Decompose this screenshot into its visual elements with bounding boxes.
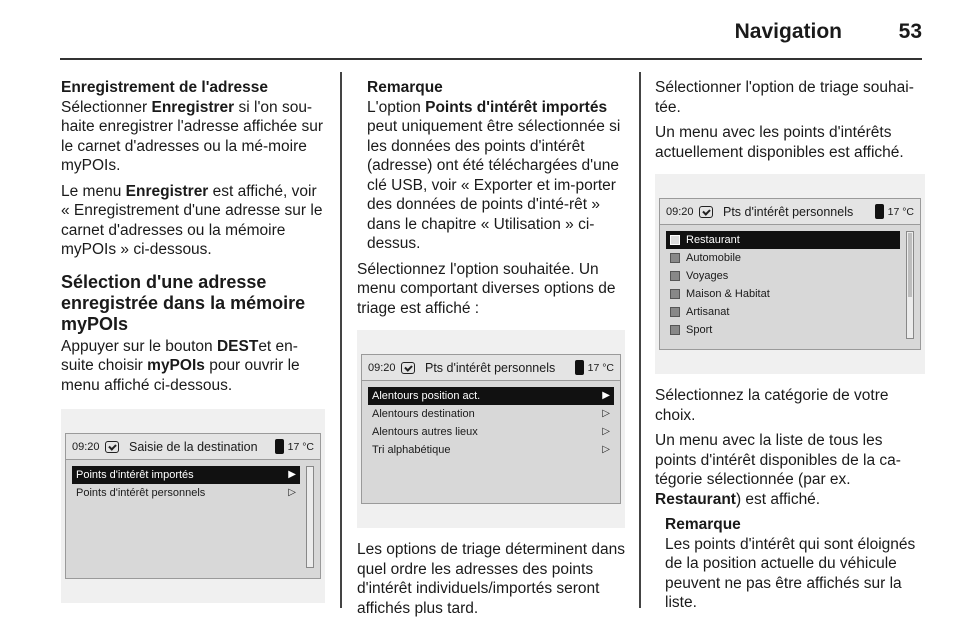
paragraph: Sélectionner l'option de triage souhai-tée. (655, 79, 914, 116)
column-divider (639, 72, 641, 608)
thermometer-icon (575, 360, 584, 375)
clock: 09:20 (72, 440, 100, 453)
screen-status-bar (66, 434, 320, 460)
menu-item[interactable]: Restaurant (666, 231, 900, 249)
column-2 (357, 78, 625, 624)
navigation-icon (401, 362, 415, 374)
screen-image (61, 409, 325, 603)
clock: 09:20 (666, 205, 694, 218)
menu-item[interactable]: Tri alphabétique ▷ (372, 444, 610, 456)
note-body: L'option Points d'intérêt importés peut uniquement être sélectionnée si les données des points d'intérêt (adresse) ont été téléchargées d'une clé USB, voir « Exporter et im-porter des données de points d'inté-rêt » dans le chapitre « Utilisation » ci-dessus. (367, 98, 621, 252)
category-icon (670, 253, 680, 263)
temperature: 17 °C (587, 361, 614, 374)
menu-item[interactable]: Sport (666, 321, 900, 339)
note (357, 78, 625, 254)
paragraph: Sélectionnez l'option souhaitée. Un menu comportant diverses options de triage est affiché : (357, 260, 616, 317)
category-icon (670, 307, 680, 317)
category-icon (670, 235, 680, 245)
navigation-icon (699, 206, 713, 218)
note-heading: Remarque (367, 79, 443, 96)
menu-item[interactable]: Alentours autres lieux ▷ (372, 426, 610, 438)
chevron-right-icon: ▷ (602, 444, 610, 455)
chevron-right-icon: ▶ (602, 390, 610, 401)
scrollbar[interactable] (906, 231, 914, 339)
page-number: 53 (898, 20, 922, 43)
screen-title: Saisie de la destination (129, 439, 258, 454)
note (655, 515, 925, 613)
screen-status-bar (660, 199, 920, 225)
chevron-right-icon: ▶ (288, 469, 296, 480)
category-icon (670, 289, 680, 299)
note-heading: Remarque (665, 516, 741, 533)
screen-image (357, 330, 625, 528)
scrollbar[interactable] (306, 466, 314, 568)
scrollbar-thumb[interactable] (908, 233, 912, 297)
paragraph: Un menu avec la liste de tous les points d'intérêt disponibles de la ca-tégorie sélectionnée (par ex. Restaurant) est affiché. (655, 432, 901, 508)
chevron-right-icon: ▷ (602, 408, 610, 419)
note-body: Les points d'intérêt qui sont éloignés de la position actuelle du véhicule peuvent ne pas être affichés sur la liste. (665, 535, 916, 611)
navigation-icon (105, 441, 119, 453)
subheading: Enregistrement de l'adresse (61, 79, 268, 96)
paragraph: Les options de triage déterminent dans quel ordre les adresses des points d'intérêt individuels/importés seront affichés plus tard. (357, 541, 625, 617)
menu-item[interactable]: Maison & Habitat (666, 285, 900, 303)
temperature: 17 °C (287, 440, 314, 453)
header-title: Navigation (734, 20, 842, 43)
thermometer-icon (875, 204, 884, 219)
section-heading: Sélection d'une adresse enregistrée dans la mémoire myPOIs (61, 271, 306, 334)
chevron-right-icon: ▷ (602, 426, 610, 437)
category-icon (670, 271, 680, 281)
menu-item[interactable]: Automobile (666, 249, 900, 267)
header-rule (60, 58, 922, 60)
screen-title: Pts d'intérêt personnels (425, 360, 556, 375)
infotainment-screen (659, 198, 921, 350)
paragraph: Sélectionner Enregistrer si l'on sou-haite enregistrer l'adresse affichée sur le carnet d'adresses ou la mé-moire myPOIs. (61, 98, 324, 174)
paragraph: Un menu avec les points d'intérêts actuellement disponibles est affiché. (655, 124, 904, 161)
column-3 (655, 78, 925, 619)
column-divider (340, 72, 342, 608)
screen-title: Pts d'intérêt personnels (723, 204, 854, 219)
screen-image (655, 174, 925, 374)
category-icon (670, 325, 680, 335)
menu-item[interactable]: Artisanat (666, 303, 900, 321)
column-1 (61, 78, 325, 615)
thermometer-icon (275, 439, 284, 454)
temperature: 17 °C (887, 205, 914, 218)
paragraph: Appuyer sur le bouton DESTet en-suite choisir myPOIs pour ouvrir le menu affiché ci-dessous. (61, 337, 300, 394)
paragraph: Le menu Enregistrer est affiché, voir « Enregistrement d'une adresse sur le carnet d'adresses ou la mémoire myPOIs » ci-dessous. (61, 182, 323, 258)
infotainment-screen (361, 354, 621, 504)
menu-item[interactable]: Voyages (666, 267, 900, 285)
chevron-right-icon: ▷ (288, 487, 296, 498)
clock: 09:20 (368, 361, 396, 374)
screen-status-bar (362, 355, 620, 381)
menu-item[interactable]: Points d'intérêt importés ▶ (72, 466, 300, 484)
menu-item[interactable]: Alentours destination ▷ (372, 408, 610, 420)
menu-item[interactable]: Alentours position act. ▶ (368, 387, 614, 405)
infotainment-screen (65, 433, 321, 579)
paragraph: Sélectionnez la catégorie de votre choix. (655, 387, 889, 424)
menu-item[interactable]: Points d'intérêt personnels ▷ (76, 487, 296, 499)
page-header (60, 18, 922, 58)
